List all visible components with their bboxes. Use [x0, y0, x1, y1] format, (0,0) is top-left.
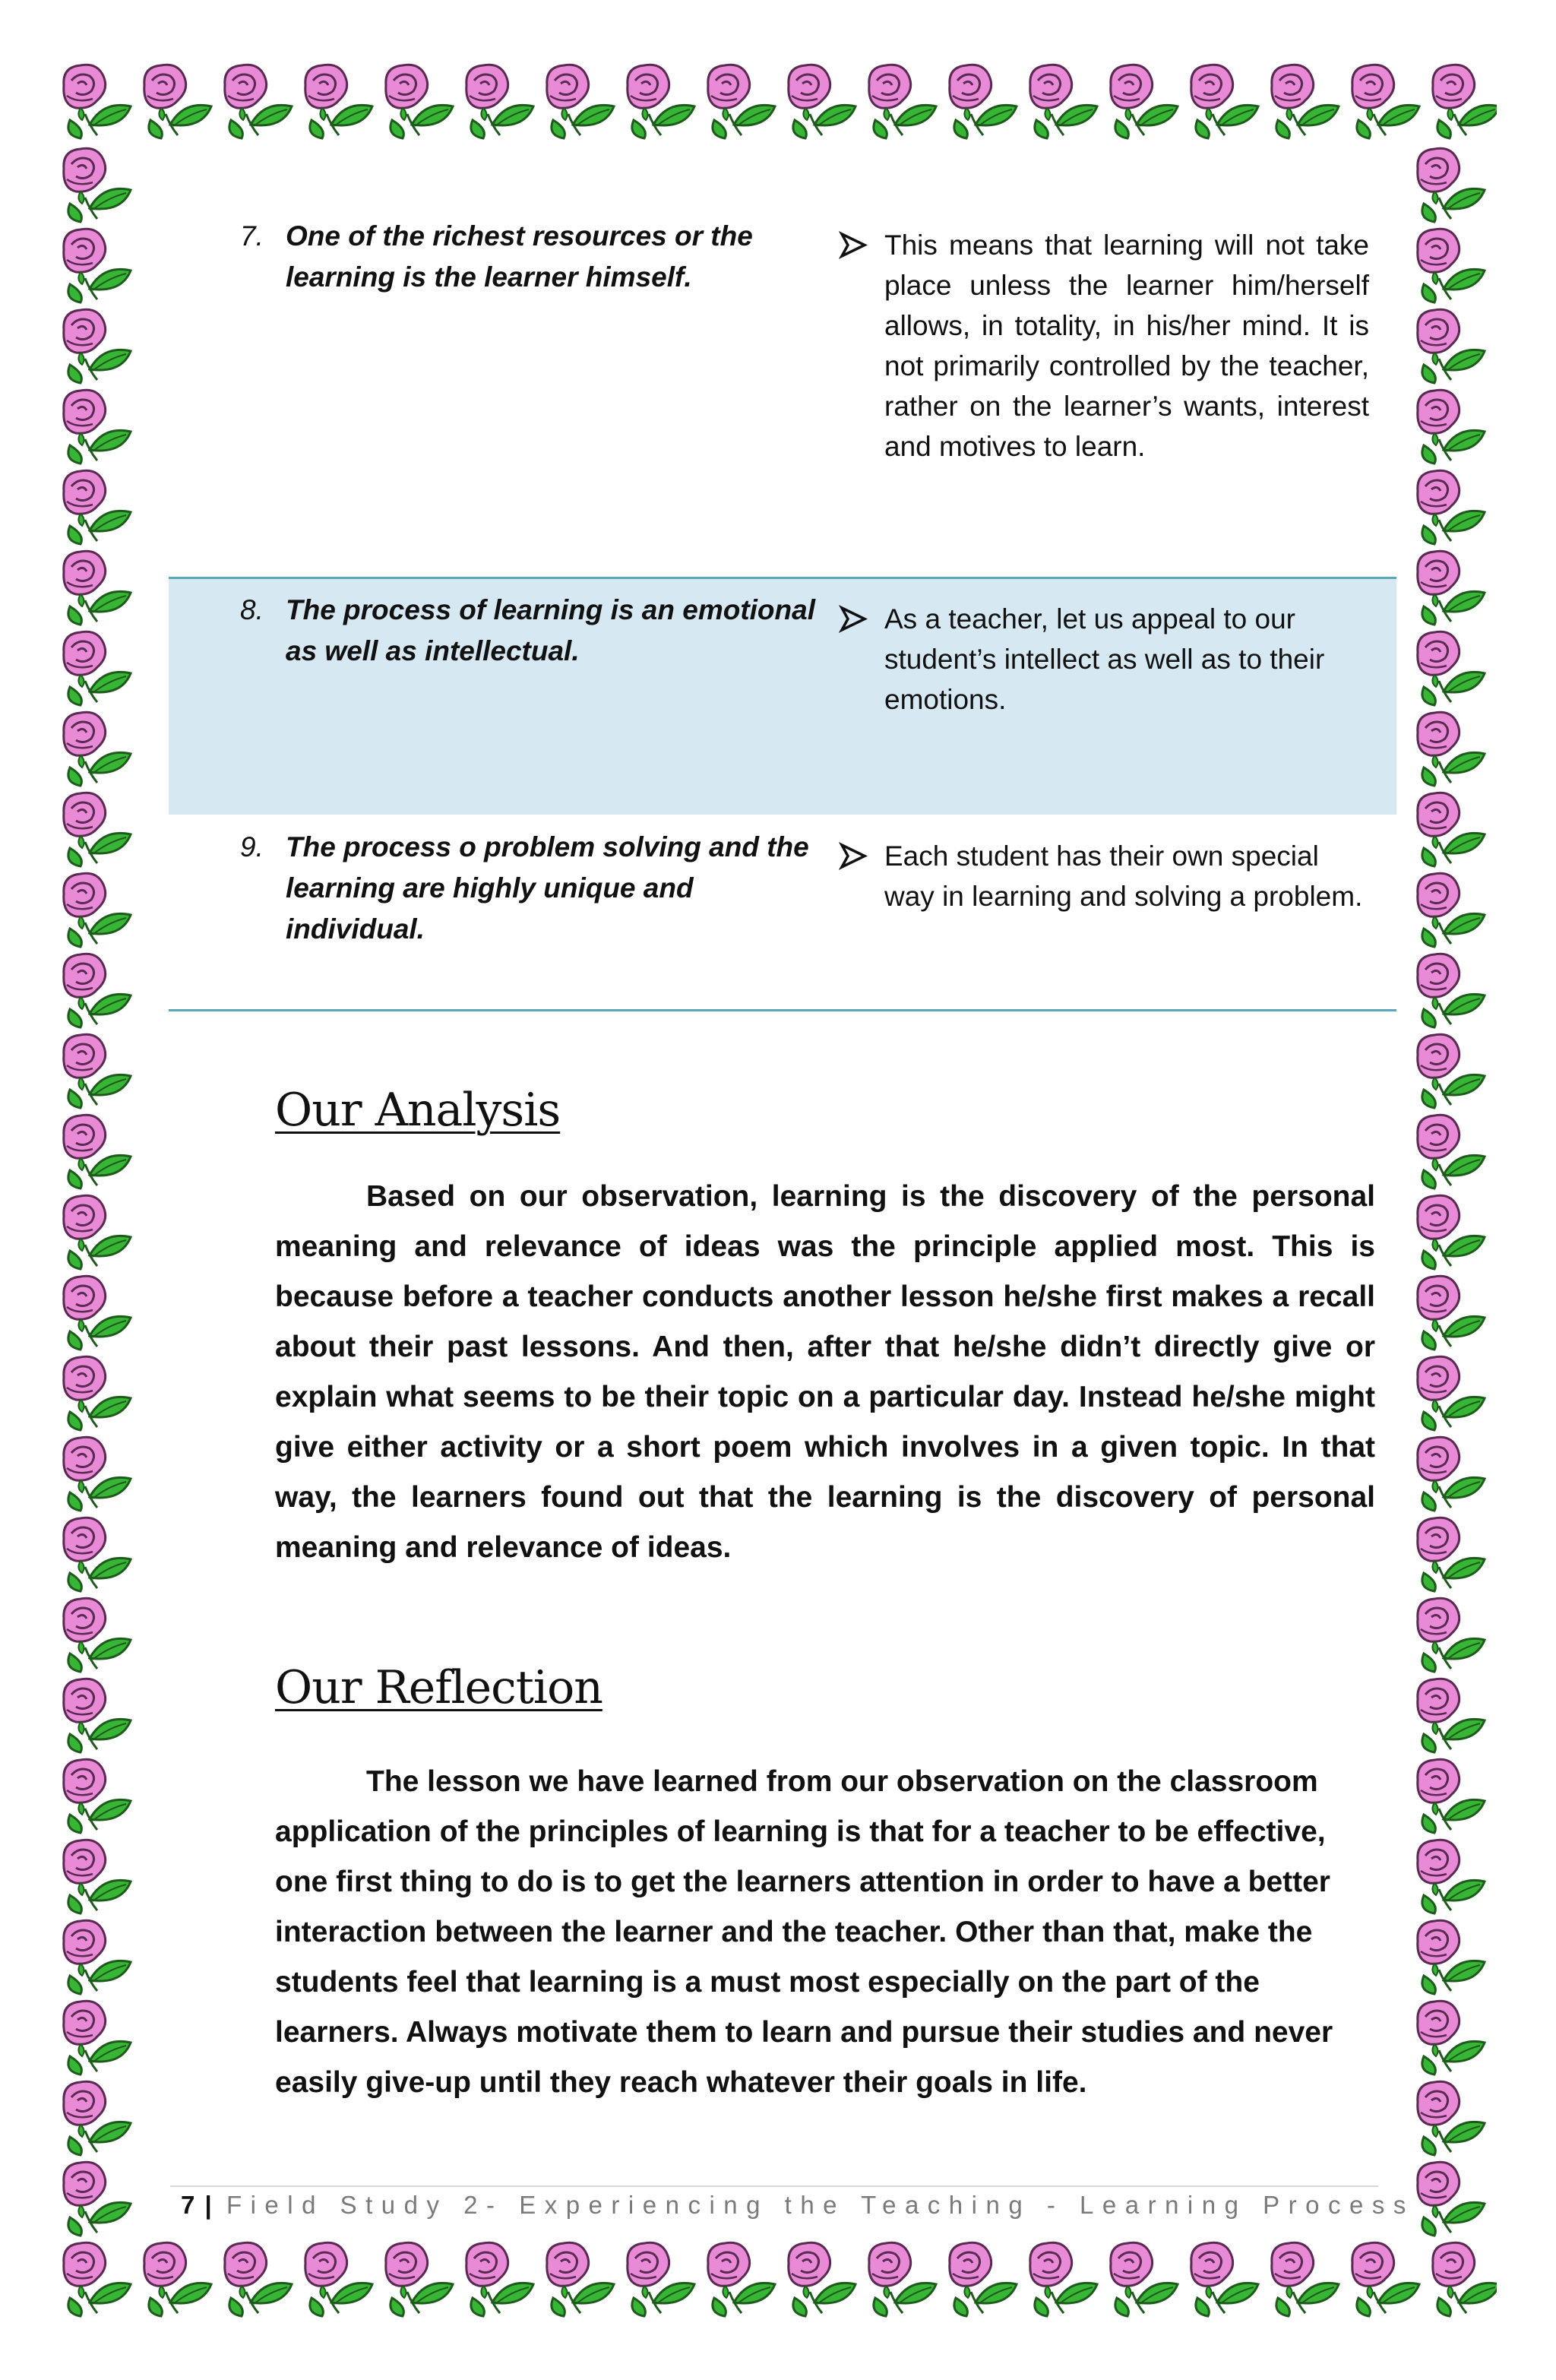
- reflection-paragraph: The lesson we have learned from our observation on the classroom application of the principles of learning is that for a teacher to be effective, one first thing to do is to get the learners attention in order to have a better interaction between the learner and the teacher. Other than that, make the students feel that learning is a must most especially on the part of the learners. Always motivate them to learn and pursue their studies and never easily give-up until they reach whatever their goals in life.: [275, 1765, 1333, 2099]
- arrowhead-bullet-icon: [837, 225, 874, 265]
- explanation-cell: [837, 599, 1369, 720]
- table-rule: [169, 1009, 1396, 1011]
- principle-number: 9.: [240, 831, 264, 862]
- principle-row-9: [169, 816, 1396, 1009]
- pink-rose-icon: [64, 65, 1497, 138]
- arrowhead-bullet-icon: [837, 836, 874, 876]
- pink-rose-icon: [64, 148, 131, 2236]
- rose-icon-strip-bottom: [59, 2237, 1497, 2321]
- principle-number: 7.: [240, 220, 264, 252]
- footer-title: Field Study 2- Experiencing the Teaching - Learning Process: [226, 2191, 1415, 2219]
- explanation-text: Each student has their own special way in learning and solving a problem.: [884, 840, 1363, 912]
- principle-number: 8.: [240, 594, 264, 625]
- principle-text: The process o problem solving and the learning are highly unique and individual.: [286, 831, 809, 945]
- principle-row-8: [169, 579, 1396, 815]
- analysis-paragraph: Based on our observation, learning is the discovery of the personal meaning and relevance of ideas was the principle applied most. This is because before a teacher conducts another lesson he/she first makes a recall about their past lessons. And then, after that he/she didn’t directly give or explain what seems to be their topic on a particular day. Instead he/she might give either activity or a short poem which involves in a given topic. In that way, the learners found out that the learning is the discovery of personal meaning and relevance of ideas.: [275, 1180, 1375, 1564]
- principle-text: One of the richest resources or the learning is the learner himself.: [286, 220, 753, 293]
- analysis-heading: Our Analysis: [275, 1084, 561, 1137]
- explanation-cell: [837, 836, 1369, 916]
- floral-border-left: [59, 143, 143, 2237]
- explanation-cell: [837, 225, 1369, 467]
- principle-row-7: [169, 205, 1396, 578]
- page-footer: [181, 2185, 1415, 2225]
- arrowhead-bullet-icon: [837, 599, 874, 639]
- principle-cell: [240, 827, 833, 950]
- floral-border-right: [1413, 143, 1497, 2237]
- pink-rose-icon: [1418, 148, 1485, 2236]
- footer-separator: |: [204, 2191, 212, 2219]
- explanation-text: This means that learning will not take place unless the learner him/herself allows, in totality, in his/her mind. It is not primarily controlled by the teacher, rather on the learner’s wants, interest and motives to learn.: [884, 229, 1369, 462]
- principle-cell: [240, 216, 833, 298]
- rose-icon-strip-left: [59, 143, 143, 2237]
- principle-cell: [240, 590, 833, 672]
- floral-border-bottom: [59, 2237, 1497, 2321]
- page-number: 7: [181, 2191, 195, 2219]
- principle-text: The process of learning is an emotional as well as intellectual.: [286, 594, 815, 666]
- pink-rose-icon: [64, 2242, 1497, 2316]
- rose-icon-strip-top: [59, 59, 1497, 143]
- reflection-heading: Our Reflection: [275, 1661, 602, 1714]
- explanation-text: As a teacher, let us appeal to our student’s intellect as well as to their emotions.: [884, 603, 1325, 715]
- floral-border-top: [59, 59, 1497, 143]
- rose-icon-strip-right: [1413, 143, 1497, 2237]
